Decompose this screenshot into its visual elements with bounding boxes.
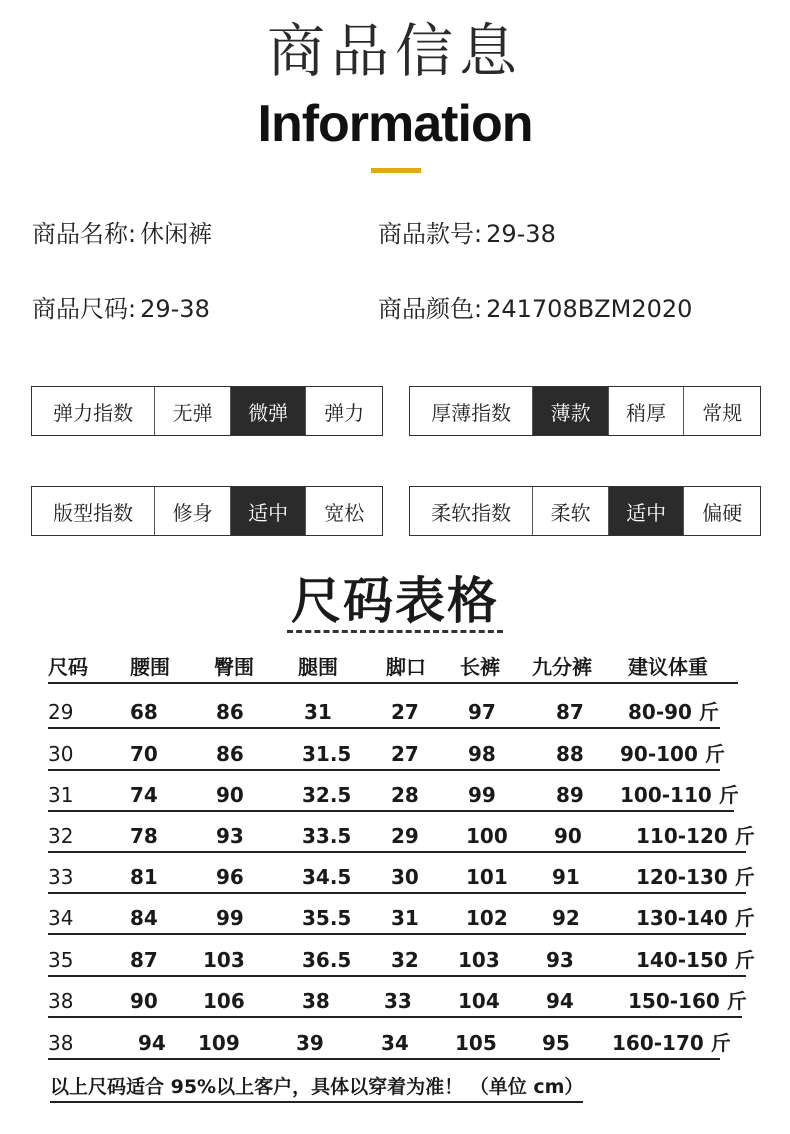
index-option: 修身 — [155, 487, 231, 535]
table-cell: 34 — [381, 1031, 409, 1055]
table-row — [48, 697, 720, 729]
index-option: 宽松 — [324, 500, 365, 525]
table-cell: 104 — [458, 989, 500, 1013]
size-chart-header-cell: 腰围 — [130, 655, 170, 679]
product-size-value: 29-38 — [140, 295, 210, 323]
table-cell: 98 — [468, 742, 496, 766]
index-option: 稍厚 — [609, 387, 685, 435]
table-cell: 109 — [198, 1031, 240, 1055]
table-cell: 91 — [552, 865, 580, 889]
table-cell: 93 — [546, 948, 574, 972]
table-cell: 27 — [391, 700, 419, 724]
table-cell: 31 — [48, 783, 74, 807]
page-title-english: Information — [257, 95, 533, 153]
product-name-field — [32, 222, 212, 246]
table-cell: 101 — [466, 865, 508, 889]
size-chart-header-cell: 长裤 — [460, 655, 500, 679]
index-option: 常规 — [702, 400, 743, 425]
table-cell: 140-150 斤 — [636, 948, 755, 972]
table-cell: 29 — [48, 700, 74, 724]
table-cell: 81 — [130, 865, 158, 889]
table-cell: 90 — [554, 824, 582, 848]
table-cell: 31 — [391, 906, 419, 930]
table-row — [48, 1028, 731, 1060]
table-cell: 31 — [304, 700, 332, 724]
table-cell: 29 — [391, 824, 419, 848]
table-cell: 100 — [466, 824, 508, 848]
table-cell: 106 — [203, 989, 245, 1013]
table-cell: 94 — [546, 989, 574, 1013]
product-color-value: 241708BZM2020 — [486, 295, 693, 323]
index-option-selected: 微弹 — [231, 387, 307, 435]
table-cell: 96 — [216, 865, 244, 889]
size-chart-header-cell: 建议体重 — [628, 655, 708, 679]
table-cell: 30 — [48, 742, 74, 766]
elasticity-index — [31, 386, 383, 436]
product-model-label: 商品款号: — [378, 220, 483, 248]
table-cell: 34.5 — [302, 865, 352, 889]
table-cell: 27 — [391, 742, 419, 766]
index-label: 厚薄指数 — [410, 387, 533, 435]
index-option: 弹力 — [324, 400, 365, 425]
size-chart-footnote: 以上尺码适合 95%以上客户，具体以穿着为准！ （单位 cm） — [50, 1072, 583, 1103]
table-cell: 32 — [391, 948, 419, 972]
size-chart-header-row — [48, 652, 738, 684]
table-cell: 100-110 斤 — [620, 783, 739, 807]
table-cell: 70 — [130, 742, 158, 766]
index-label: 版型指数 — [32, 487, 155, 535]
table-cell: 120-130 斤 — [636, 865, 755, 889]
table-cell: 97 — [468, 700, 496, 724]
index-label: 柔软指数 — [410, 487, 533, 535]
table-cell: 35.5 — [302, 906, 352, 930]
table-row — [48, 945, 755, 977]
table-row — [48, 986, 747, 1018]
table-cell: 28 — [391, 783, 419, 807]
index-option-selected: 适中 — [231, 487, 307, 535]
index-option-selected: 适中 — [609, 487, 685, 535]
table-cell: 88 — [556, 742, 584, 766]
table-row — [48, 862, 755, 894]
table-cell: 33 — [48, 865, 74, 889]
table-cell: 99 — [468, 783, 496, 807]
size-chart-header-cell: 九分裤 — [532, 655, 592, 679]
table-cell: 39 — [296, 1031, 324, 1055]
table-cell: 35 — [48, 948, 74, 972]
table-cell: 31.5 — [302, 742, 352, 766]
index-option: 偏硬 — [702, 500, 743, 525]
table-cell: 86 — [216, 700, 244, 724]
table-cell: 87 — [130, 948, 158, 972]
table-cell: 84 — [130, 906, 158, 930]
table-cell: 160-170 斤 — [612, 1031, 731, 1055]
index-label: 弹力指数 — [32, 387, 155, 435]
table-row — [48, 780, 739, 812]
table-cell: 38 — [302, 989, 330, 1013]
table-cell: 103 — [458, 948, 500, 972]
index-option-selected: 薄款 — [533, 387, 609, 435]
table-cell: 36.5 — [302, 948, 352, 972]
index-option: 柔软 — [533, 487, 609, 535]
product-model-field — [378, 222, 556, 246]
table-cell: 105 — [455, 1031, 497, 1055]
table-row — [48, 821, 755, 853]
table-cell: 103 — [203, 948, 245, 972]
table-cell: 150-160 斤 — [628, 989, 747, 1013]
table-cell: 78 — [130, 824, 158, 848]
table-cell: 94 — [138, 1031, 166, 1055]
table-cell: 93 — [216, 824, 244, 848]
table-cell: 33 — [384, 989, 412, 1013]
table-cell: 99 — [216, 906, 244, 930]
table-cell: 92 — [552, 906, 580, 930]
table-cell: 87 — [556, 700, 584, 724]
table-cell: 80-90 斤 — [628, 700, 719, 724]
table-row — [48, 903, 755, 935]
table-cell: 110-120 斤 — [636, 824, 755, 848]
size-chart-title-text: 尺码表格 — [287, 576, 503, 633]
table-cell: 95 — [542, 1031, 570, 1055]
table-row — [48, 739, 725, 771]
product-size-label: 商品尺码: — [32, 295, 137, 323]
softness-index — [409, 486, 761, 536]
product-color-label: 商品颜色: — [378, 295, 483, 323]
product-size-field — [32, 297, 210, 321]
table-cell: 102 — [466, 906, 508, 930]
size-chart-title — [0, 572, 790, 633]
table-cell: 38 — [48, 1031, 74, 1055]
size-chart-header-cell: 脚口 — [386, 655, 426, 679]
table-cell: 90-100 斤 — [620, 742, 725, 766]
table-cell: 90 — [216, 783, 244, 807]
table-cell: 32.5 — [302, 783, 352, 807]
table-cell: 130-140 斤 — [636, 906, 755, 930]
table-cell: 68 — [130, 700, 158, 724]
index-option: 无弹 — [155, 387, 231, 435]
size-chart-header-cell: 腿围 — [298, 655, 338, 679]
page-title-chinese: 商品信息 — [266, 17, 523, 85]
table-cell: 90 — [130, 989, 158, 1013]
fit-index — [31, 486, 383, 536]
table-cell: 74 — [130, 783, 158, 807]
table-cell: 34 — [48, 906, 74, 930]
table-cell: 30 — [391, 865, 419, 889]
product-model-value: 29-38 — [486, 220, 556, 248]
product-color-field — [378, 297, 692, 321]
title-accent-bar — [371, 168, 421, 173]
product-name-label: 商品名称: — [32, 220, 137, 248]
table-cell: 33.5 — [302, 824, 352, 848]
thickness-index — [409, 386, 761, 436]
size-chart-header-cell: 尺码 — [48, 655, 88, 679]
table-cell: 86 — [216, 742, 244, 766]
table-cell: 38 — [48, 989, 74, 1013]
table-cell: 32 — [48, 824, 74, 848]
table-cell: 89 — [556, 783, 584, 807]
product-name-value: 休闲裤 — [140, 220, 213, 248]
size-chart-header-cell: 臀围 — [214, 655, 254, 679]
